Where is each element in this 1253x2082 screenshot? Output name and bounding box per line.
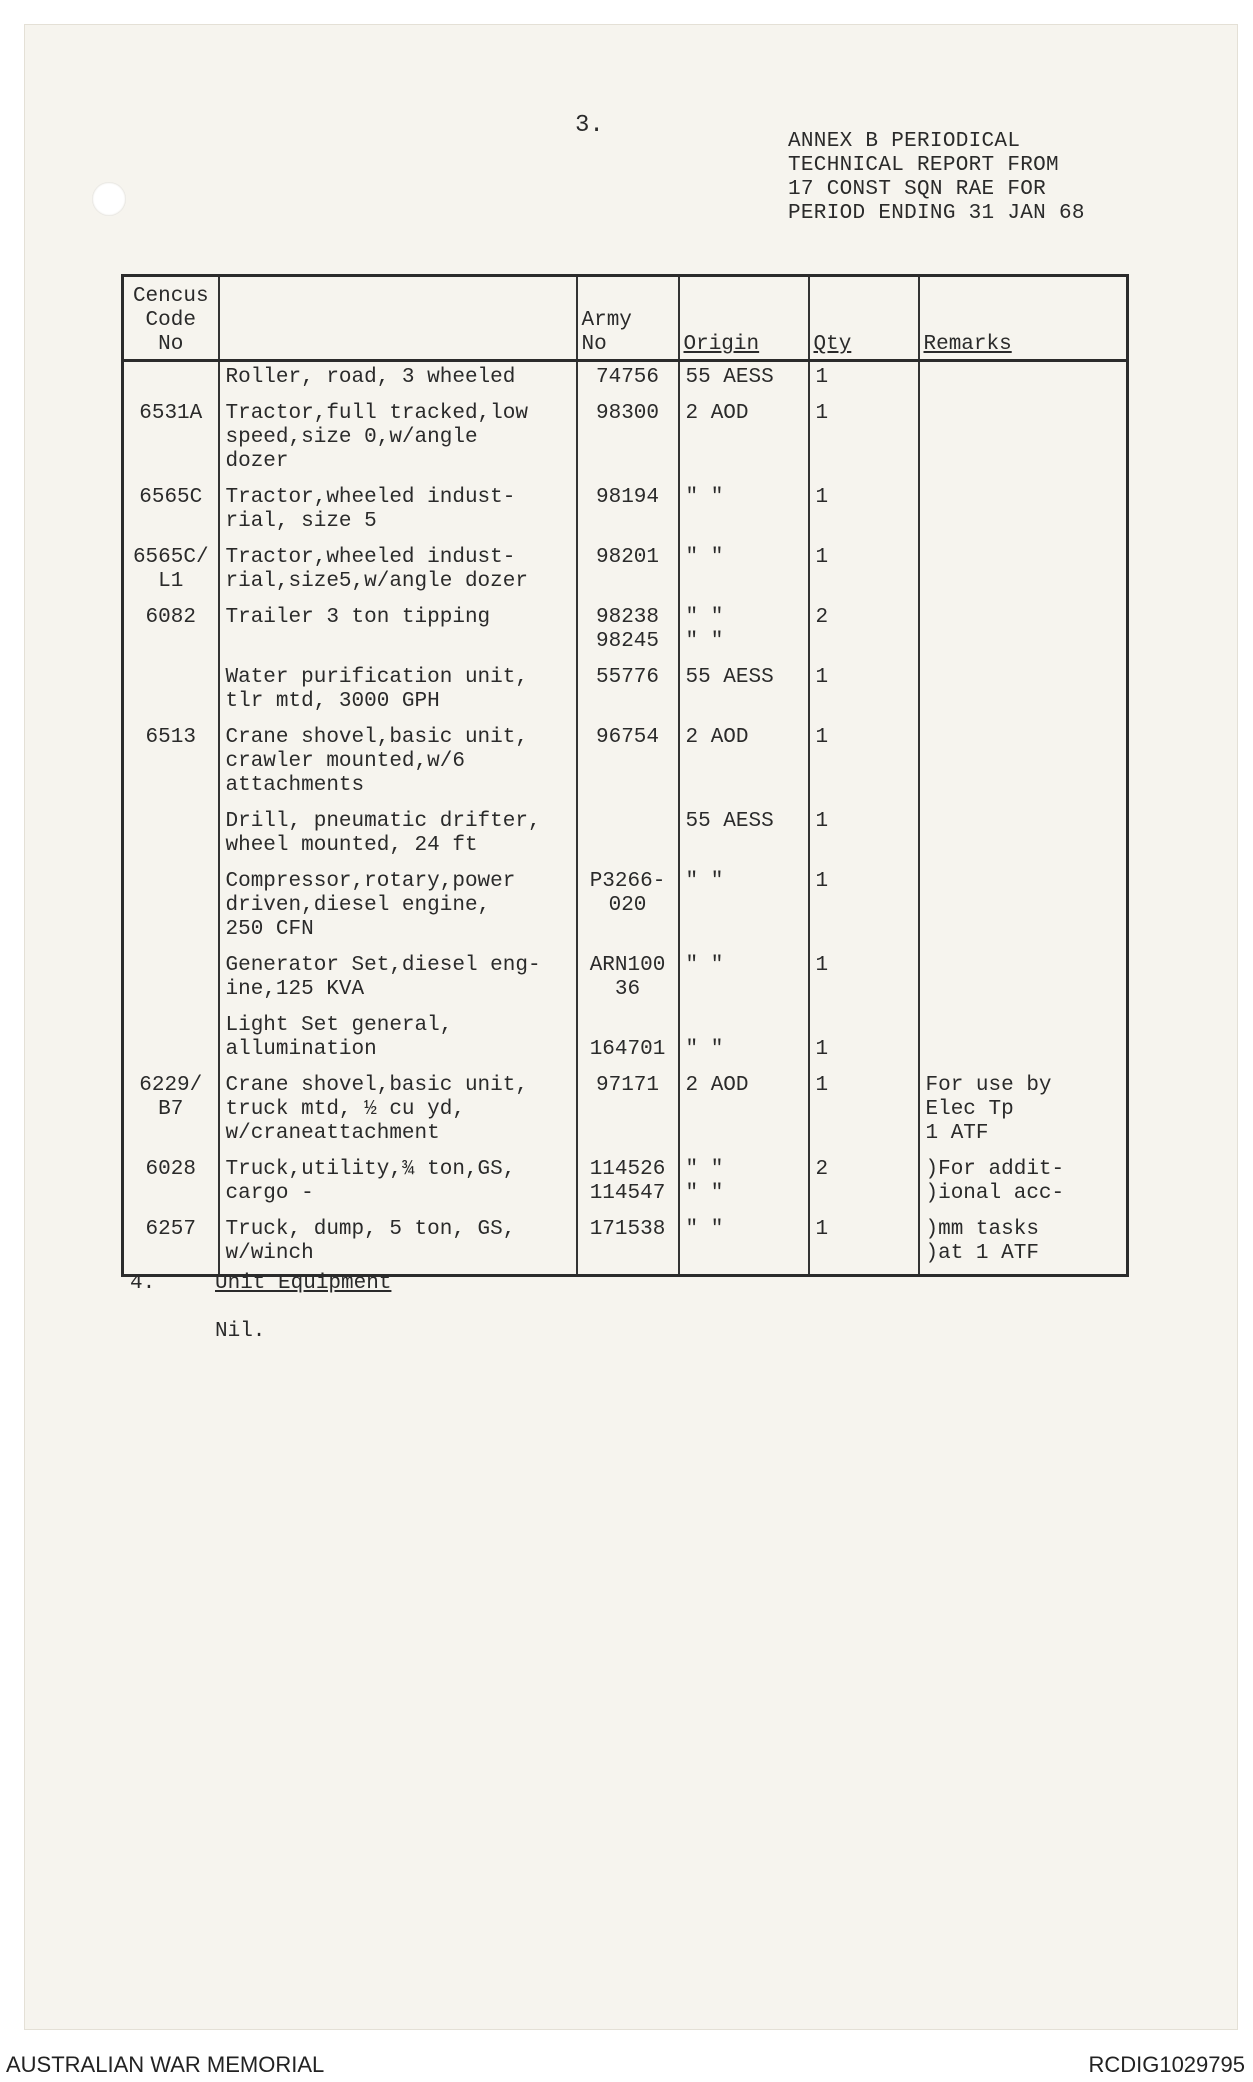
- table-row: [123, 806, 1128, 866]
- cell-description: Roller, road, 3 wheeled: [219, 361, 577, 399]
- equipment-table: [121, 274, 1129, 1277]
- cell-qty: 1: [809, 1070, 919, 1154]
- cell-remarks: [919, 398, 1128, 482]
- table-row: [123, 398, 1128, 482]
- cell-code: 6513: [123, 722, 219, 806]
- cell-description: Trailer 3 ton tipping: [219, 602, 577, 662]
- header-origin: Origin: [679, 276, 809, 361]
- cell-description: Generator Set,diesel eng- ine,125 KVA: [219, 950, 577, 1010]
- cell-description: Compressor,rotary,power driven,diesel engine, 250 CFN: [219, 866, 577, 950]
- cell-description: Light Set general, allumination: [219, 1010, 577, 1070]
- cell-code: [123, 1010, 219, 1070]
- cell-remarks: [919, 1010, 1128, 1070]
- cell-code: 6565C/ L1: [123, 542, 219, 602]
- footer-record-id: RCDIG1029795: [1088, 2052, 1245, 2077]
- cell-origin: 2 AOD: [679, 1070, 809, 1154]
- table-row: [123, 866, 1128, 950]
- cell-origin: " ": [679, 950, 809, 1010]
- table-row: [123, 361, 1128, 399]
- cell-origin: 55 AESS: [679, 662, 809, 722]
- cell-qty: 1: [809, 950, 919, 1010]
- cell-qty: 1: [809, 1214, 919, 1276]
- cell-code: 6565C: [123, 482, 219, 542]
- cell-code: [123, 866, 219, 950]
- cell-remarks: [919, 950, 1128, 1010]
- footer-archive-name: AUSTRALIAN WAR MEMORIAL: [6, 2052, 325, 2077]
- cell-code: 6531A: [123, 398, 219, 482]
- cell-remarks: [919, 482, 1128, 542]
- cell-remarks: [919, 602, 1128, 662]
- table-row: [123, 1010, 1128, 1070]
- cell-description: Truck,utility,¾ ton,GS, cargo -: [219, 1154, 577, 1214]
- cell-remarks: [919, 722, 1128, 806]
- cell-army-no: [577, 806, 679, 866]
- cell-army-no: 98201: [577, 542, 679, 602]
- cell-remarks: [919, 542, 1128, 602]
- cell-origin: " ": [679, 866, 809, 950]
- section-4-body: Nil.: [215, 1320, 266, 1343]
- cell-qty: 1: [809, 542, 919, 602]
- table-row: [123, 602, 1128, 662]
- cell-qty: 1: [809, 662, 919, 722]
- cell-army-no: 98238 98245: [577, 602, 679, 662]
- cell-army-no: 96754: [577, 722, 679, 806]
- cell-origin: " ": [679, 482, 809, 542]
- cell-remarks: )For addit- )ional acc-: [925, 1158, 1065, 1205]
- cell-description: Tractor,wheeled indust- rial, size 5: [219, 482, 577, 542]
- cell-remarks: For use by Elec Tp 1 ATF: [925, 1074, 1052, 1145]
- section-title: Unit Equipment: [215, 1272, 392, 1295]
- annex-header-line: PERIOD ENDING 31 JAN 68: [788, 202, 1085, 225]
- cell-army-no: 98300: [577, 398, 679, 482]
- cell-origin: " " " ": [679, 602, 809, 662]
- table-header-row: [123, 276, 1128, 361]
- table-row: [123, 950, 1128, 1010]
- cell-qty: 1: [809, 722, 919, 806]
- cell-origin: 2 AOD: [679, 722, 809, 806]
- cell-army-no: 98194: [577, 482, 679, 542]
- cell-army-no: 74756: [577, 361, 679, 399]
- cell-remarks: [919, 662, 1128, 722]
- cell-origin: " ": [679, 1214, 809, 1276]
- header-qty: Qty: [809, 276, 919, 361]
- cell-army-no: P3266- 020: [577, 866, 679, 950]
- header-census-code: Cencus Code No: [123, 276, 219, 361]
- cell-origin: " " " ": [679, 1154, 809, 1214]
- cell-remarks: [919, 866, 1128, 950]
- annex-header-line: TECHNICAL REPORT FROM: [788, 154, 1059, 177]
- annex-header-line: 17 CONST SQN RAE FOR: [788, 178, 1047, 201]
- annex-header: [788, 130, 1085, 226]
- cell-qty: 1: [809, 482, 919, 542]
- cell-remarks: [919, 806, 1128, 866]
- cell-description: Tractor,wheeled indust- rial,size5,w/angle dozer: [219, 542, 577, 602]
- header-remarks: Remarks: [919, 276, 1128, 361]
- cell-code: 6229/ B7: [123, 1070, 219, 1154]
- cell-code: 6028: [123, 1154, 219, 1214]
- cell-description: Drill, pneumatic drifter, wheel mounted, 24 ft: [219, 806, 577, 866]
- cell-army-no: ARN100 36: [577, 950, 679, 1010]
- section-4-heading: [130, 1272, 391, 1295]
- cell-origin: 55 AESS: [679, 361, 809, 399]
- cell-remarks: [919, 361, 1128, 399]
- page-number: 3.: [575, 112, 604, 139]
- cell-remarks: )mm tasks )at 1 ATF: [925, 1218, 1039, 1265]
- table-row: [123, 722, 1128, 806]
- table-row: [123, 542, 1128, 602]
- table-row: [123, 662, 1128, 722]
- cell-code: [123, 662, 219, 722]
- cell-army-no: 55776: [577, 662, 679, 722]
- cell-army-no: 164701: [577, 1010, 679, 1070]
- cell-qty: 2: [809, 602, 919, 662]
- punch-hole: [92, 182, 126, 216]
- cell-army-no: 114526 114547: [577, 1154, 679, 1214]
- cell-army-no: 97171: [577, 1070, 679, 1154]
- cell-description: Crane shovel,basic unit, truck mtd, ½ cu yd, w/craneattachment: [219, 1070, 577, 1154]
- cell-origin: " ": [679, 1010, 809, 1070]
- cell-qty: 1: [809, 361, 919, 399]
- annex-header-line: ANNEX B PERIODICAL: [788, 130, 1021, 153]
- header-description: [219, 276, 577, 361]
- cell-origin: " ": [679, 542, 809, 602]
- table-row: [123, 1154, 1128, 1214]
- cell-origin: 2 AOD: [679, 398, 809, 482]
- table-row: [123, 1070, 1128, 1154]
- cell-code: [123, 806, 219, 866]
- section-number: 4.: [130, 1272, 156, 1295]
- cell-description: Water purification unit, tlr mtd, 3000 GPH: [219, 662, 577, 722]
- table-row: [123, 1214, 1128, 1276]
- cell-code: [123, 950, 219, 1010]
- cell-code: 6082: [123, 602, 219, 662]
- cell-army-no: 171538: [577, 1214, 679, 1276]
- cell-description: Truck, dump, 5 ton, GS, w/winch: [219, 1214, 577, 1276]
- cell-qty: 1: [809, 806, 919, 866]
- header-army-no: Army No: [577, 276, 679, 361]
- cell-code: 6257: [123, 1214, 219, 1276]
- cell-description: Tractor,full tracked,low speed,size 0,w/angle dozer: [219, 398, 577, 482]
- cell-code: [123, 361, 219, 399]
- cell-qty: 1: [809, 1010, 919, 1070]
- cell-origin: 55 AESS: [679, 806, 809, 866]
- cell-qty: 2: [809, 1154, 919, 1214]
- cell-qty: 1: [809, 866, 919, 950]
- table-row: [123, 482, 1128, 542]
- cell-qty: 1: [809, 398, 919, 482]
- cell-description: Crane shovel,basic unit, crawler mounted,w/6 attachments: [219, 722, 577, 806]
